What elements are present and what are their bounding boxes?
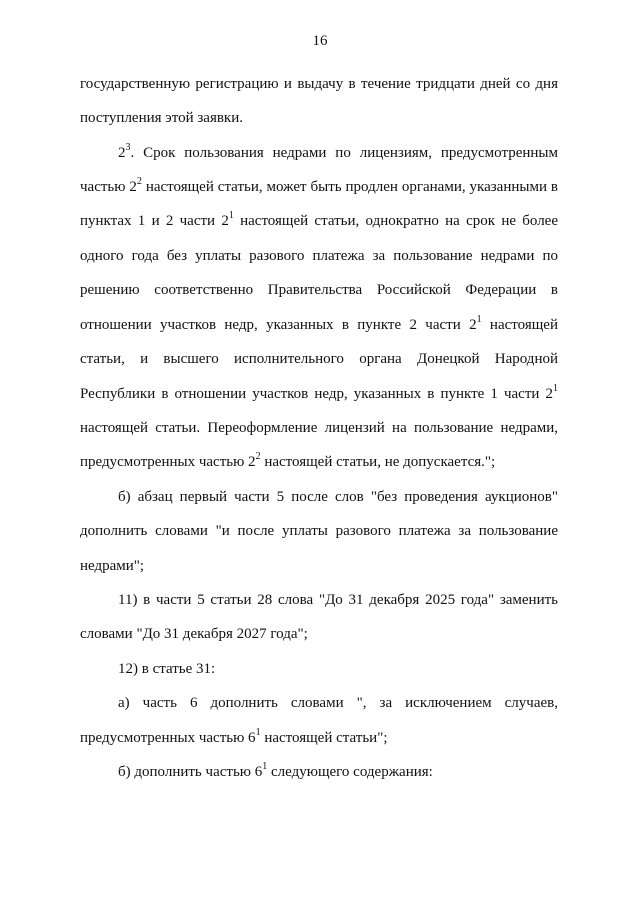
text-run: словами "До 31 декабря 2027 года"; (80, 626, 308, 642)
text-run: пунктах 1 и 2 части 2 (80, 213, 229, 229)
text-line (118, 143, 558, 163)
text-line (80, 349, 558, 369)
text-line (118, 487, 558, 507)
superscript: 1 (553, 383, 558, 394)
text-run: предусмотренных частью 2 (80, 454, 256, 470)
superscript: 1 (255, 727, 261, 738)
text-run: настоящей статьи, однократно на срок не более (233, 213, 558, 229)
text-line (80, 315, 558, 335)
text-line (80, 246, 558, 266)
text-run: б) абзац первый части 5 после слов "без проведения аукционов" (118, 489, 558, 505)
text-line (80, 211, 558, 231)
text-run: настоящей статьи, может быть продлен органами, указанными в (141, 179, 558, 195)
superscript: 1 (228, 210, 234, 221)
text-line (80, 728, 558, 748)
text-run: б) дополнить частью 6 (118, 764, 263, 780)
text-line (80, 452, 558, 472)
text-line (118, 693, 558, 713)
text-run: 2 (118, 145, 126, 161)
text-run: государственную регистрацию и выдачу в течение тридцати дней со дня (80, 76, 558, 92)
text-run: поступления этой заявки. (80, 110, 243, 126)
text-run: отношении участков недр, указанных в пункте 2 части 2 (80, 317, 477, 333)
text-line (80, 177, 558, 197)
text-run: частью 2 (80, 179, 137, 195)
text-run: Республики в отношении участков недр, указанных в пункте 1 части 2 (80, 386, 553, 402)
text-line (118, 659, 596, 679)
text-line (80, 280, 558, 300)
superscript: 3 (125, 142, 131, 153)
text-run: предусмотренных частью 6 (80, 730, 256, 746)
page-number: 16 (312, 33, 328, 49)
superscript: 1 (262, 761, 268, 772)
superscript: 2 (136, 176, 142, 187)
text-line (80, 108, 558, 128)
text-run: 11) в части 5 статьи 28 слова "До 31 декабря 2025 года" заменить (118, 592, 558, 608)
text-run: . Срок пользования недрами по лицензиям, предусмотренным (130, 145, 558, 161)
text-run: дополнить словами "и после уплаты разового платежа за пользование (80, 523, 558, 539)
text-run: решению соответственно Правительства Российской Федерации в (80, 282, 558, 298)
text-run: настоящей статьи"; (260, 730, 388, 746)
text-run: следующего содержания: (267, 764, 433, 780)
text-line (118, 590, 558, 610)
text-run: одного года без уплаты разового платежа за пользование недрами по (80, 248, 558, 264)
text-run: статьи, и высшего исполнительного органа Донецкой Народной (80, 351, 558, 367)
text-run: настоящей статьи, не допускается."; (260, 454, 496, 470)
text-run: а) часть 6 дополнить словами ", за исключением случаев, (118, 695, 558, 711)
text-line (80, 418, 558, 438)
text-line (118, 762, 596, 782)
text-line (80, 521, 558, 541)
text-run: настоящей статьи. Переоформление лицензий на пользование недрами, (80, 420, 558, 436)
text-run: недрами"; (80, 558, 145, 574)
text-line (80, 74, 558, 94)
text-run: настоящей (481, 317, 558, 333)
superscript: 1 (476, 314, 482, 325)
text-line (80, 624, 558, 644)
text-line (80, 556, 558, 576)
text-line (80, 384, 558, 404)
text-run: 12) в статье 31: (118, 661, 216, 677)
superscript: 2 (255, 451, 261, 462)
